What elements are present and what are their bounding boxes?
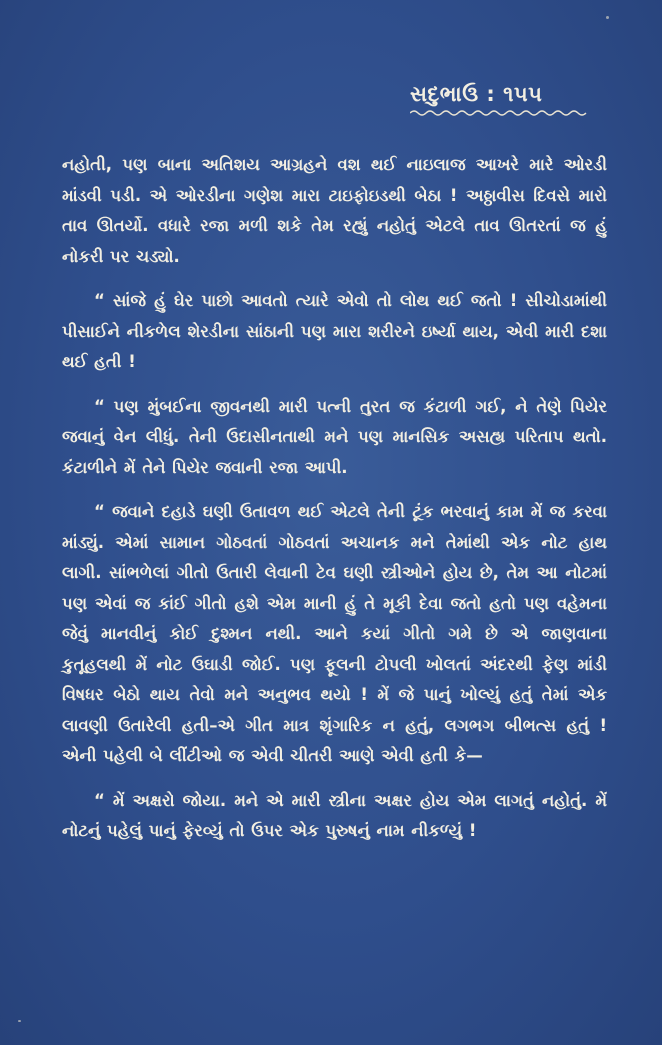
paper-speck <box>606 16 609 19</box>
paragraph-2: “ સાંજે હું ઘેર પાછો આવતો ત્યારે એવો તો લોથ થઈ જતો ! સીચોડામાંથી પીસાઈને નીકળેલ શેરડીના સાંઠાની પણ મારા શરીરને ઇર્ષ્યા થાય, એવી મારી દશા થઈ હતી ! <box>62 291 607 371</box>
wavy-underline-ornament <box>410 109 590 117</box>
paragraph-5: “ મેં અક્ષરો જોયા. મને એ મારી સ્ત્રીના અક્ષર હોય એમ લાગતું નહોતું. મેં નોટનું પહેલું પાનું ફેરવ્યું તો ઉપર એક પુરુષનું નામ નીકળ્યું ! <box>62 790 607 840</box>
body-text <box>62 150 607 861</box>
running-title: સદુભાઉ : ૧૫૫ <box>410 82 543 106</box>
paragraph-1: નહોતી, પણ બાના અતિશય આગ્રહને વશ થઈ નાઇલાજ આખરે મારે ઓરડી માંડવી પડી. એ ઓરડીના ગણેશ મારા ટાઇફોઇડથી બેઠા ! અઠ્ઠાવીસ દિવસે મારો તાવ ઊતર્યો. વધારે રજા મળી શકે તેમ રહ્યું નહોતું એટલે તાવ ઊતરતાં જ હું નોકરી પર ચડ્યો. <box>62 155 607 266</box>
paper-speck <box>18 1020 21 1022</box>
paragraph-4: “ જવાને દહાડે ઘણી ઉતાવળ થઈ એટલે તેની ટૂંક ભરવાનું કામ મેં જ કરવા માંડ્યું. એમાં સામાન ગોઠવતાં ગોઠવતાં અચાનક મને તેમાંથી એક નોટ હાથ લાગી. સાંભળેલાં ગીતો ઉતારી લેવાની ટેવ ઘણી સ્ત્રીઓને હોય છે, તેમ આ નોટમાં પણ એવાં જ કાંઈ ગીતો હશે એમ માની હું તે મૂકી દેવા જતો હતો પણ વહેમના જેવું માનવીનું કોઈ દુશ્મન નથી. આને કયાં ગીતો ગમે છે એ જાણવાના કુતૂહલથી મેં નોટ ઉઘાડી જોઈ. પણ ફૂલની ટોપલી ખોલતાં અંદરથી ફેણ માંડી વિષધર બેઠો થાય તેવો મને અનુભવ થયો ! મેં જે પાનું ખોલ્યું હતું તેમાં એક લાવણી ઉતારેલી હતી–એ ગીત માત્ર શૃંગારિક ન હતું, લગભગ બીભત્સ હતું ! એની પહેલી બે લીંટીઓ જ એવી ચીતરી આણે એવી હતી કે— <box>62 502 607 765</box>
page-header <box>410 82 610 117</box>
paragraph-3: “ પણ મુંબઈના જીવનથી મારી પત્ની તુરત જ કંટાળી ગઈ, ને તેણે પિયેર જવાનું વેન લીધું. તેની ઉદાસીનતાથી મને પણ માનસિક અસહ્ય પરિતાપ થતો. કંટાળીને મેં તેને પિયેર જવાની રજા આપી. <box>62 396 607 477</box>
